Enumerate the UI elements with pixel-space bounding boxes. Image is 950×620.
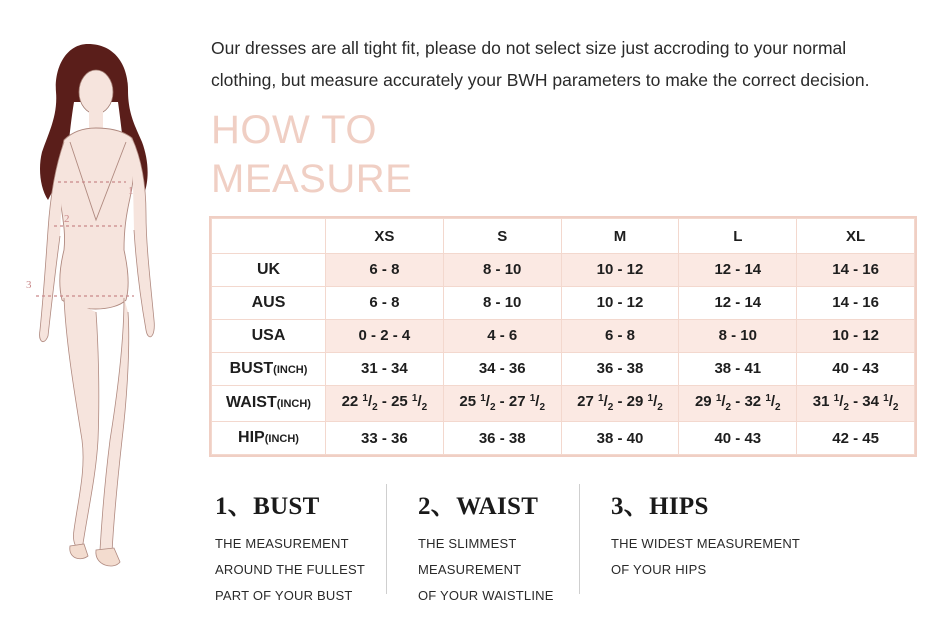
table-cell: 34 - 36 <box>443 352 561 385</box>
hips-guide <box>611 486 800 583</box>
waist-guide-line: MEASUREMENT <box>418 562 522 577</box>
woman-measurement-illustration <box>18 30 193 605</box>
fraction-denominator: 2 <box>607 402 614 414</box>
range-start: 22 <box>341 393 359 411</box>
table-cell: 40 - 43 <box>797 352 915 385</box>
row-label-hip <box>212 422 326 455</box>
row-label-waist <box>212 385 326 421</box>
waist-guide-title: 2、WAIST <box>418 493 539 520</box>
bust-guide-title: 1、BUST <box>215 493 320 520</box>
marker-3: 3 <box>26 279 32 291</box>
table-cell: 10 - 12 <box>797 319 915 352</box>
range-start: 29 <box>694 393 712 411</box>
size-header-s: S <box>443 219 561 254</box>
table-cell: 10 - 12 <box>561 254 679 287</box>
intro-line-2: clothing, but measure accurately your BWH parameters to make the correct decision. <box>211 70 870 90</box>
fraction-denominator: 2 <box>892 402 899 414</box>
marker-2: 2 <box>64 213 70 225</box>
range-start: 27 <box>577 393 594 411</box>
row-label-unit: (INCH) <box>273 363 308 376</box>
size-chart <box>209 216 917 457</box>
fraction-numerator: 1 <box>598 393 604 405</box>
row-label-aus <box>212 286 326 319</box>
fraction-denominator: 2 <box>843 402 849 414</box>
fraction-numerator: 1 <box>765 393 771 405</box>
row-label-text: HIP <box>238 429 265 447</box>
waist-guide-line: OF YOUR WAISTLINE <box>418 588 554 603</box>
size-header-xs: XS <box>326 219 444 254</box>
fraction-denominator: 2 <box>775 402 781 414</box>
table-cell: 29 $^1/_2 - 32$ $^1/_2$ <box>679 385 797 421</box>
left-leg <box>64 298 99 550</box>
table-cell: 36 - 38 <box>561 352 679 385</box>
table-cell: 8 - 10 <box>443 286 561 319</box>
fraction-numerator: 1 <box>362 393 368 405</box>
table-cell: 27 $^1/_2 - 29$ $^1/_2$ <box>561 385 679 421</box>
table-cell: 6 - 8 <box>326 254 444 287</box>
range-end: 27 <box>508 393 526 411</box>
fraction-denominator: 2 <box>539 402 546 414</box>
how-to-measure-heading <box>211 106 412 204</box>
neck-shape <box>89 110 103 128</box>
fraction-denominator: 2 <box>372 402 378 414</box>
table-row <box>212 286 915 319</box>
hips-guide-line: THE WIDEST MEASUREMENT <box>611 536 801 551</box>
fraction-denominator: 2 <box>657 402 663 414</box>
row-label-text: BUST <box>229 359 274 377</box>
table-cell: 25 $^1/_2 - 27$ $^1/_2$ <box>443 385 561 421</box>
table-cell: 12 - 14 <box>679 286 797 319</box>
table-row <box>212 319 915 352</box>
fraction-denominator: 2 <box>421 402 428 414</box>
table-row <box>212 254 915 287</box>
left-shoe <box>70 544 88 559</box>
table-cell: 31 $^1/_2 - 34$ $^1/_2$ <box>797 385 915 421</box>
table-cell: 14 - 16 <box>797 286 915 319</box>
bust-guide <box>215 486 365 609</box>
heading-line-1: HOW TO <box>211 108 377 152</box>
fraction-denominator: 2 <box>725 402 732 414</box>
table-cell: 38 - 40 <box>561 422 679 455</box>
table-cell: 40 - 43 <box>679 422 797 455</box>
row-label-unit: (INCH) <box>276 398 311 411</box>
row-label-text: UK <box>256 260 281 278</box>
marker-1: 1 <box>128 185 134 197</box>
fraction-numerator: 1 <box>411 393 418 405</box>
table-row <box>212 385 915 421</box>
fraction-numerator: 1 <box>647 393 654 405</box>
size-header-m: M <box>561 219 679 254</box>
table-cell: 8 - 10 <box>443 254 561 287</box>
fraction-numerator: 1 <box>833 393 840 405</box>
table-cell: 10 - 12 <box>561 286 679 319</box>
range-end: 34 <box>862 393 879 411</box>
row-label-text: WAIST <box>226 394 277 412</box>
table-corner-cell <box>212 219 326 254</box>
table-cell: 38 - 41 <box>679 352 797 385</box>
hips-guide-line: OF YOUR HIPS <box>611 562 707 577</box>
table-cell: 36 - 38 <box>443 422 561 455</box>
size-chart-table <box>211 218 915 455</box>
intro-text <box>211 32 941 96</box>
bust-guide-line: THE MEASUREMENT <box>215 536 349 551</box>
table-cell: 12 - 14 <box>679 254 797 287</box>
range-start: 31 <box>812 393 830 411</box>
row-label-unit: (INCH) <box>264 433 299 446</box>
table-cell: 42 - 45 <box>797 422 915 455</box>
size-header-xl: XL <box>797 219 915 254</box>
size-header-l: L <box>679 219 797 254</box>
divider <box>579 484 580 594</box>
row-label-text: AUS <box>251 293 286 311</box>
right-shoe <box>96 548 120 566</box>
table-cell: 8 - 10 <box>679 319 797 352</box>
table-cell: 22 $^1/_2 - 25$ $^1/_2$ <box>326 385 444 421</box>
range-end: 29 <box>626 393 644 411</box>
row-label-bust <box>212 352 326 385</box>
row-label-text: USA <box>251 326 286 344</box>
fraction-numerator: 1 <box>480 393 486 405</box>
row-label-usa <box>212 319 326 352</box>
waist-guide <box>418 486 554 609</box>
fraction-numerator: 1 <box>715 393 722 405</box>
row-label-uk <box>212 254 326 287</box>
heading-line-2: MEASURE <box>211 157 413 201</box>
range-start: 25 <box>459 393 477 411</box>
right-leg <box>100 298 129 559</box>
table-cell: 33 - 36 <box>326 422 444 455</box>
table-row <box>212 352 915 385</box>
table-cell: 14 - 16 <box>797 254 915 287</box>
face-shape <box>79 70 113 114</box>
fraction-numerator: 1 <box>883 393 889 405</box>
table-row <box>212 422 915 455</box>
range-end: 32 <box>744 393 762 411</box>
bust-guide-line: AROUND THE FULLEST <box>215 562 365 577</box>
table-cell: 4 - 6 <box>443 319 561 352</box>
fraction-numerator: 1 <box>529 393 536 405</box>
table-cell: 6 - 8 <box>326 286 444 319</box>
bust-guide-line: PART OF YOUR BUST <box>215 588 353 603</box>
waist-guide-line: THE SLIMMEST <box>418 536 517 551</box>
range-end: 25 <box>391 393 408 411</box>
table-cell: 0 - 2 - 4 <box>326 319 444 352</box>
table-cell: 6 - 8 <box>561 319 679 352</box>
fraction-denominator: 2 <box>489 402 496 414</box>
divider <box>386 484 387 594</box>
table-cell: 31 - 34 <box>326 352 444 385</box>
intro-line-1: Our dresses are all tight fit, please do not select size just accroding to your normal <box>211 38 847 58</box>
hips-guide-title: 3、HIPS <box>611 493 709 520</box>
